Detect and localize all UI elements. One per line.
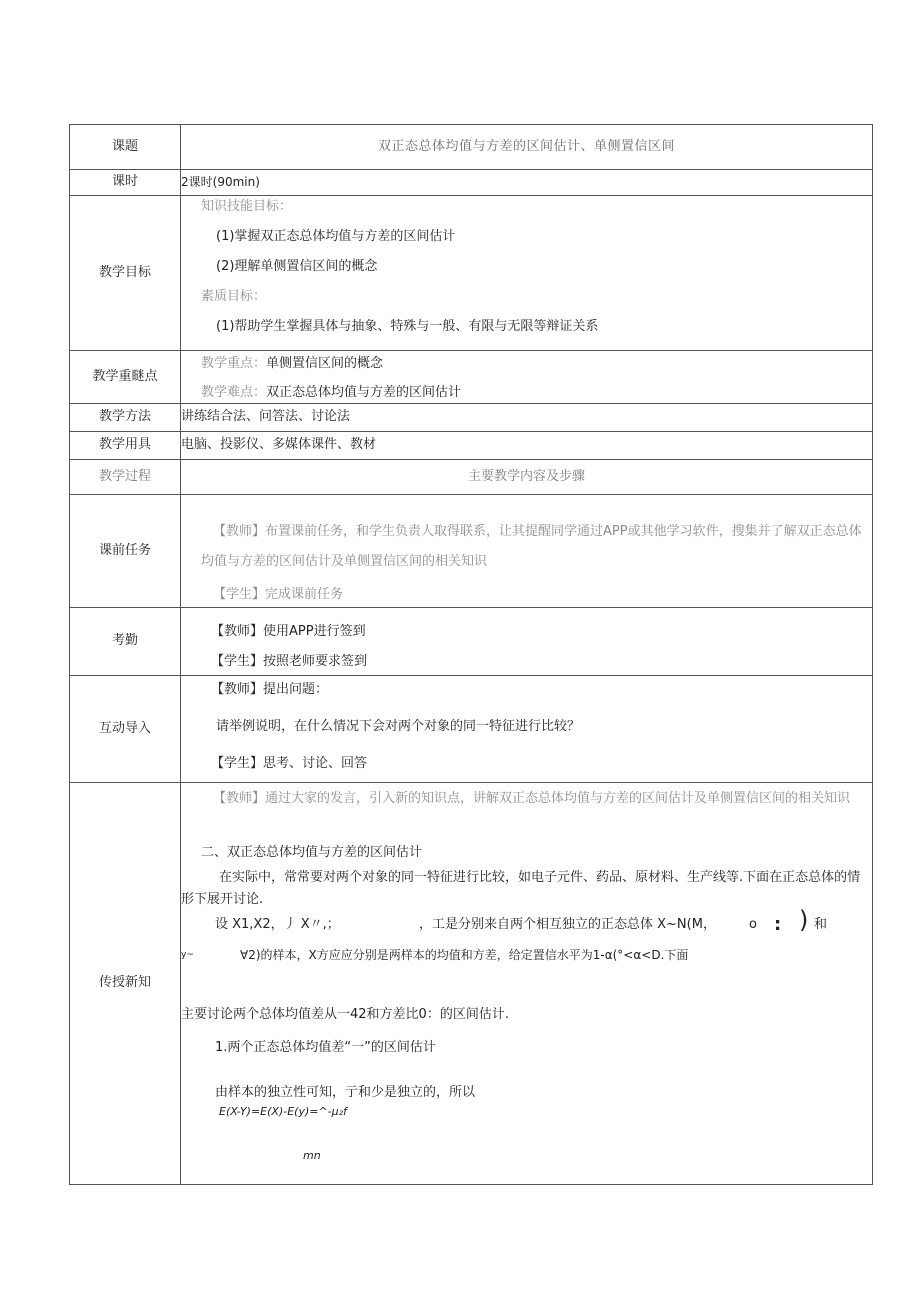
intro-teacher: 【教师】提出问题： — [211, 682, 329, 697]
process-header-left: 教学过程 — [70, 460, 181, 495]
focus-line — [201, 356, 383, 372]
row-hours — [70, 170, 873, 196]
section-heading: 二、双正态总体均值与方差的区间估计 — [201, 845, 423, 860]
hours-value: 2课时(90min) — [181, 170, 873, 196]
setup-line-part2: ，工是分别来自两个相互独立的正态总体 X~N(M， — [419, 917, 716, 932]
objectives-label: 教学目标 — [70, 196, 181, 351]
discussion-line: 主要讨论两个总体均值差从一42和方差比0：的区间估计. — [181, 1007, 509, 1022]
row-tools — [70, 432, 873, 460]
attendance-teacher: 【教师】使用APP进行签到 — [211, 624, 366, 639]
quality-heading: 素质目标： — [201, 289, 267, 304]
row-intro — [70, 676, 873, 783]
expectation-formula: E(X-Y)=E(X)-E(y)=^-μ₂f — [219, 1105, 347, 1118]
difficulty-prefix: 教学难点： — [201, 385, 267, 400]
new-knowledge-label: 传授新知 — [70, 783, 181, 1185]
sample-line-part1: y~ — [181, 950, 194, 960]
pre-class-content — [181, 495, 873, 608]
sample-line-part2: ∀2)的样本，X方应应分别是两样本的均值和方差，给定置信水平为1-α(°<α<D.下面 — [240, 948, 689, 962]
row-pre-class — [70, 495, 873, 608]
process-header-right: 主要教学内容及步骤 — [181, 460, 873, 495]
pre-class-student: 【学生】完成课前任务 — [213, 587, 344, 602]
row-topic — [70, 125, 873, 170]
lesson-plan-table — [69, 124, 873, 1185]
pre-class-label: 课前任务 — [70, 495, 181, 608]
row-new-knowledge — [70, 783, 873, 1185]
focus-text: 单侧置信区间的概念 — [266, 356, 384, 371]
row-method — [70, 404, 873, 432]
setup-line-part1: 设 X1,X2，丿 X〃,； — [215, 917, 340, 932]
row-attendance — [70, 608, 873, 676]
setup-line-part4: : — [774, 914, 782, 935]
subsection-heading: 1.两个正态总体均值差“一”的区间估计 — [215, 1040, 436, 1055]
row-objectives — [70, 196, 873, 351]
intro-paragraph: 在实际中，常常要对两个对象的同一特征进行比较，如电子元件、药品、原材料、生产线等.下面在正态总体的情形下展开讨论. — [181, 870, 861, 907]
difficulty-text: 双正态总体均值与方差的区间估计 — [266, 385, 462, 400]
topic-title: 双正态总体均值与方差的区间估计、单侧置信区间 — [181, 125, 873, 170]
key-points-label: 教学重瞇点 — [70, 351, 181, 404]
quality-item-1: (1)帮助学生掌握具体与抽象、特殊与一般、有限与无限等辩证关系 — [216, 319, 599, 334]
intro-content — [181, 676, 873, 783]
new-knowledge-teacher: 【教师】通过大家的发言，引入新的知识点，讲解双正态总体均值与方差的区间估计及单侧置信区间的相关知识 — [213, 791, 851, 806]
setup-line-part3: o — [749, 917, 757, 932]
independence-paragraph: 由样本的独立性可知，亍和少是独立的，所以 — [215, 1085, 476, 1100]
difficulty-line — [201, 385, 461, 401]
method-value: 讲练结合法、问答法、讨论法 — [181, 404, 873, 432]
skill-item-2: (2)理解单侧置信区间的概念 — [216, 259, 378, 274]
objectives-content — [181, 196, 873, 351]
key-points-content — [181, 351, 873, 404]
setup-line-part5: ) — [799, 906, 809, 934]
formula-fragment: mn — [303, 1149, 321, 1162]
attendance-label: 考勤 — [70, 608, 181, 676]
focus-prefix: 教学重点： — [201, 356, 267, 371]
intro-student: 【学生】思考、讨论、回答 — [211, 756, 368, 771]
topic-label: 课题 — [70, 125, 181, 170]
setup-line-part6: 和 — [814, 917, 828, 932]
pre-class-teacher: 【教师】布置课前任务，和学生负责人取得联系，让其提醒同学通过APP或其他学习软件，搜集并了解双正态总体均值与方差的区间估计及单侧置信区间的相关知识 — [201, 524, 862, 569]
skill-item-1: (1)掌握双正态总体均值与方差的区间估计 — [216, 229, 456, 244]
method-label: 教学方法 — [70, 404, 181, 432]
attendance-content — [181, 608, 873, 676]
tools-value: 电脑、投影仪、多媒体课件、教材 — [181, 432, 873, 460]
intro-question: 请举例说明，在什么情况下会对两个对象的同一特征进行比较？ — [216, 719, 581, 734]
hours-label: 课时 — [70, 170, 181, 196]
intro-label: 互动导入 — [70, 676, 181, 783]
row-process-header — [70, 460, 873, 495]
attendance-student: 【学生】按照老师要求签到 — [211, 654, 368, 669]
row-key-points — [70, 351, 873, 404]
new-knowledge-content — [181, 783, 873, 1185]
skill-heading: 知识技能目标： — [201, 199, 293, 214]
tools-label: 教学用具 — [70, 432, 181, 460]
